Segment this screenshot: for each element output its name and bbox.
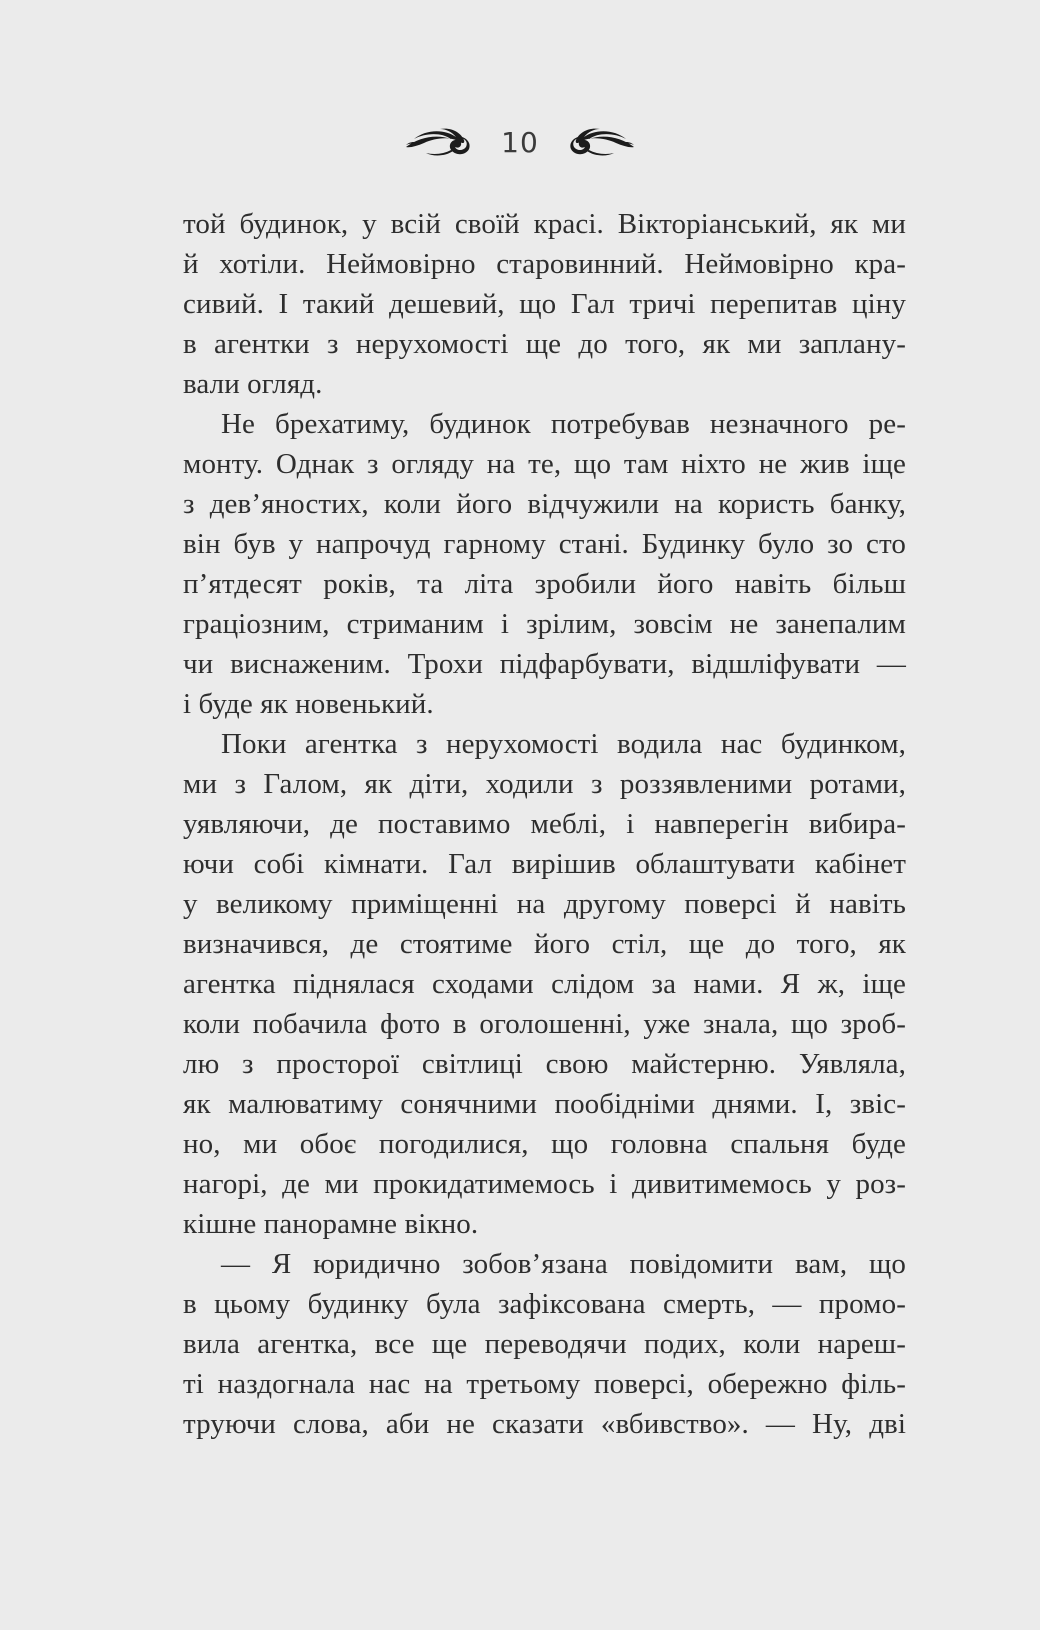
text-line: чи виснаженим. Трохи підфарбувати, відшліфувати — [183,648,906,680]
text-line: визначився, де стоятиме його стіл, ще до того, як [183,928,906,960]
text-line: монту. Однак з огляду на те, що там ніхто не жив іще [183,448,906,480]
text-line: труючи слова, аби не сказати «вбивство». — Ну, дві [183,1408,906,1440]
text-line: — Я юридично зобов’язана повідомити вам, що [221,1248,906,1280]
paragraph [183,404,906,724]
text-line: ті наздогнала нас на третьому поверсі, обережно філь- [183,1368,906,1400]
text-line: як малюватиму сонячними пообідніми днями. І, звіс- [183,1088,906,1120]
paragraph [183,1244,906,1444]
text-line: сивий. І такий дешевий, що Гал тричі перепитав ціну [183,288,906,320]
text-line: вила агентка, все ще переводячи подих, коли нареш- [183,1328,906,1360]
text-line: агентка піднялася сходами слідом за нами. Я ж, іще [183,968,906,1000]
page-number: 10 [501,126,539,159]
text-line: но, ми обоє погодилися, що головна спальня буде [183,1128,906,1160]
floral-flourish-right-icon [567,127,635,159]
page-header [0,124,1040,162]
text-line: й хотіли. Неймовірно старовинний. Неймовірно кра- [183,248,906,280]
paragraph [183,204,906,404]
text-line: вали огляд. [183,368,323,400]
text-line: Не брехатиму, будинок потребував незначного ре- [221,408,906,440]
text-line: нагорі, де ми прокидатимемось і дивитимемось у роз- [183,1168,906,1200]
text-line: ми з Галом, як діти, ходили з роззявленими ротами, [183,768,906,800]
text-line: і буде як новенький. [183,688,434,720]
text-line: той будинок, у всій своїй красі. Вікторіанський, як ми [183,208,906,240]
text-line: лю з просторої світлиці свою майстерню. Уявляла, [183,1048,906,1080]
text-line: п’ятдесят років, та літа зробили його навіть більш [183,568,906,600]
text-line: в цьому будинку була зафіксована смерть, — промо- [183,1288,906,1320]
text-line: уявляючи, де поставимо меблі, і навперегін вибира- [183,808,906,840]
text-line: ючи собі кімнати. Гал вирішив облаштувати кабінет [183,848,906,880]
text-line: в агентки з нерухомості ще до того, як ми заплану- [183,328,906,360]
text-line: у великому приміщенні на другому поверсі й навіть [183,888,906,920]
text-line: з дев’яностих, коли його відчужили на користь банку, [183,488,906,520]
text-line: граціозним, стриманим і зрілим, зовсім не занепалим [183,608,906,640]
text-line: Поки агентка з нерухомості водила нас будинком, [221,728,906,760]
page-text [183,204,906,1444]
text-line: коли побачила фото в оголошенні, уже знала, що зроб- [183,1008,906,1040]
text-line: кішне панорамне вікно. [183,1208,479,1240]
floral-flourish-left-icon [405,127,473,159]
paragraph [183,724,906,1244]
text-line: він був у напрочуд гарному стані. Будинку було зо сто [183,528,906,560]
